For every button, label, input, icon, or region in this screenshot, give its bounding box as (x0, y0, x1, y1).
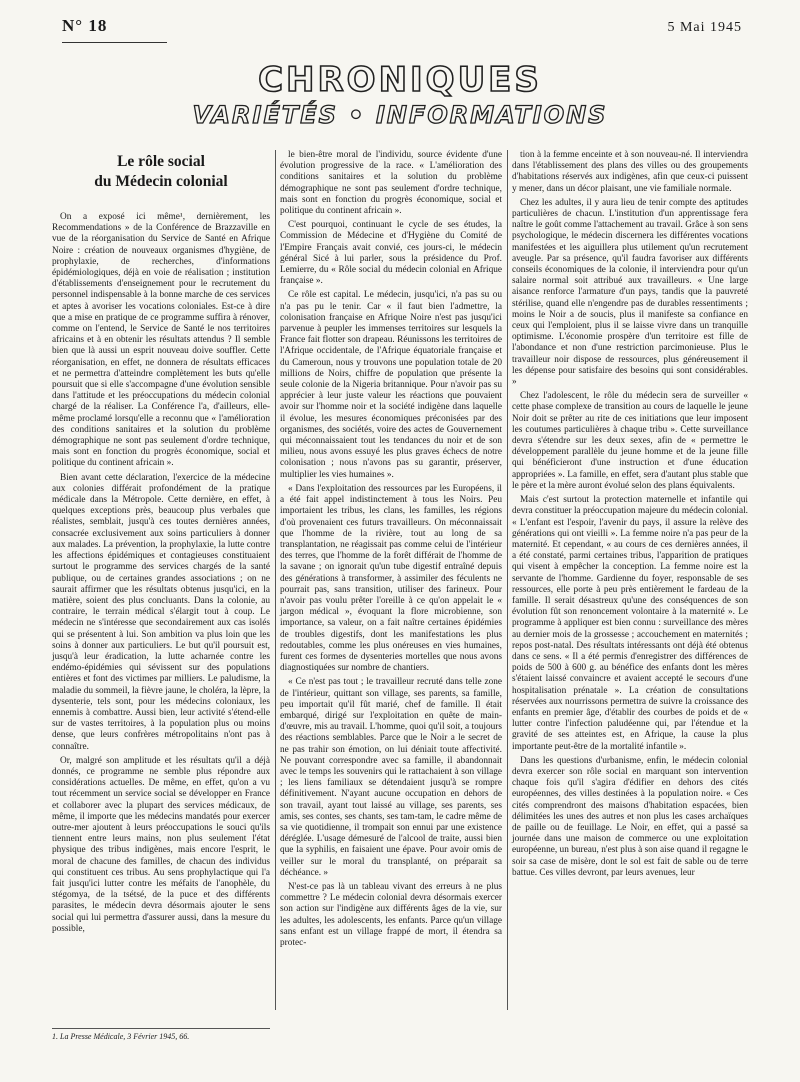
article-title-line1: Le rôle social (117, 153, 205, 170)
paragraph: Bien avant cette déclaration, l'exercice de la médecine aux colonies différait profondément de la pratique médicale dans la Métropole. Cette dernière, en effet, à quelques exceptions près, beaucoup plus verbales que réalistes, semblait, jusqu'à ces toutes dernières années, consacrée exclusivement aux soins particuliers à donner aux malades. La prévention, la prophylaxie, la lutte contre les affections épidémiques et contagieuses constituaient surtout le programme des services chargés de la santé publique, ou de certaines grandes associations ; on ne saurait affirmer que les résultats obtenus jusqu'ici, en la matière, soient des plus concluants. Dans la colonie, au contraire, le terrain médical s'élargit tout à coup. Le médecin ne s'intéresse que secondairement aux cas isolés qui se présentent à lui. Son ambition va plus loin que les soins à donner aux particuliers. Le but qu'il poursuit est, jusqu'à leur éradication, la lutte acharnée contre les endémo-épidémies qui sévissent sur des populations entières et font des victimes par milliers. Le paludisme, la maladie du sommeil, la fièvre jaune, le choléra, la lèpre, la dysenterie, tels sont, pour les médecins coloniaux, les ennemis à combattre. Aussi bien, leur activité s'étend-elle sur de vastes territoires, à la population plus ou moins dense, que leurs confrères métropolitains n'ont pas à connaître. (52, 472, 270, 752)
header-rule (62, 42, 167, 43)
paragraph: C'est pourquoi, continuant le cycle de ses études, la Commission de Médecine et d'Hygiène du Comité de l'Empire Français avait convié, ces jours-ci, le médecin général Sicé à lui parler, sous la présidence du Prof. Lemierre, du « Rôle social du médecin colonial en Afrique française ». (280, 220, 502, 287)
masthead (0, 60, 800, 130)
paragraph: « Dans l'exploitation des ressources par les Européens, il a été fait appel indistinctement à tous les Noirs. Peu importaient les tribus, les clans, les familles, les régions d'où provenaient ces futurs travailleurs. On méconnaissait que l'homme de la rivière, tout au long de sa transplantation, ne réagissait pas comme celui de l'intérieur des terres, que l'homme de la forêt différait de l'homme de la savane ; on ignorait qu'un tube digestif entraîné depuis des générations à transformer, à assimiler des féculents ne pourrait pas, sans transition, utiliser des farineux. Pour n'avoir pas voulu prêter l'oreille à ce qu'on appelait le « jargon médical », évoquant la flore microbienne, son importance, sa valeur, on a fait naître certaines épidémies de troubles digestifs, dont les manifestations les plus redoutables, comme les plus onéreuses en vies humaines, furent ces formes de dysenteries mortelles que nous avons diagnostiquées sur nombre de chantiers. (280, 483, 502, 674)
paragraph: Chez les adultes, il y aura lieu de tenir compte des aptitudes particulières de chacun. L'institution d'un apprentissage fera naître le goût comme l'attachement au travail. Grâce à son sens psychologique, le médecin discernera les différentes vocations manifestées et les aiguillera plus utilement qu'un recrutement aveugle. Par sa présence, qu'il faudra favoriser aux différents conseils économiques de la colonie, il interviendra pour qu'un salaire normal soit attribué aux travailleurs. « Une large aisance renforce l'armature d'un pays, tandis que la pauvreté stérilise, quand elle n'engendre pas de durables ressentiments ; moins le Noir a de soucis, plus il manifeste sa confiance en ceux qui l'emploient, plus il se laisse vivre dans un tranquille optimisme. L'économie prospère d'un territoire est fille de l'abondance et non d'une restriction parcimonieuse. Plus le travailleur noir dispose de ressources, plus généreusement il les dépense pour satisfaire des besoins qui sont considérables. » (512, 197, 748, 388)
column-3 (512, 150, 748, 882)
article-title-line2: du Médecin colonial (94, 173, 228, 190)
paragraph: Ce rôle est capital. Le médecin, jusqu'ici, n'a pas su ou n'a pas pu le tenir. Car « il faut bien l'admettre, la colonisation française en Afrique Noire n'est pas jusqu'ici parvenue à peupler les immenses territoires sur lesquels la France fait flotter son drapeau. Réunissons les territoires de l'Afrique occidentale, de l'Afrique équatoriale française et du Cameroun, nous y trouvons une population totale de 20 millions de Noirs, chiffre de population que présente la seule colonie de la Nigeria britannique. Pour n'avoir pas su apprécier à leur juste valeur les réactions que pouvaient avoir sur l'homme noir et la société indigène dans laquelle il évolue, les mesures économiques préconisées par des organismes, des sociétés, voire des actes de Gouvernement qui méconnaissaient tout les tendances du noir et de son milieu, nous avons essuyé les plus graves échecs de notre colonisation ; nous n'avons pas su garantir, préserver, multiplier les vies humaines ». (280, 290, 502, 480)
paragraph: Chez l'adolescent, le rôle du médecin sera de surveiller « cette phase complexe de transition au cours de laquelle le jeune Noir doit se prêter au rite de ces initiations que leur imposent les coutumes particulières à chaque tribu ». Cette surveillance devra s'étendre sur les deux sexes, afin de « permettre le développement parallèle du jeune homme et de la jeune fille qui bénéficieront d'une instruction et d'une éducation appropriées ». La famille, en effet, sera d'autant plus stable que le père et la mère auront évolué selon des plans équivalents. (512, 391, 748, 491)
paragraph: Mais c'est surtout la protection maternelle et infantile qui devra constituer la préoccupation majeure du médecin colonial. « L'enfant est l'espoir, l'avenir du pays, il assure la relève des générations qui ont vieilli ». La femme noire n'a pas peur de la maternité. Et cependant, « au cours de ces dernières années, il a été constaté, parmi certaines tribus, l'apparition de pratiques qui visent à empêcher la conception. La femme noire est la servante de l'homme. Gardienne du foyer, responsable de ses ressources, elle porte à peu près entièrement le fardeau de la famille. Il serait désastreux qu'une des conséquences de son évolution fût son renoncement volontaire à la maternité ». Le programme à appliquer est bien connu : surveillance des mères au dernier mois de la grossesse ; accouchement en maternités ; repos post-natal. Des résultats intéressants ont déjà été obtenus dans ce sens. « Il a été permis d'enregistrer des différences de poids de 500 à 600 g. au bénéfice des enfants dont les mères s'étaient laissé convaincre et avaient accepté le secours d'une hospitalisation prénatale ». La création de consultations réservées aux nourrissons permettra de suivre la croissance des enfants en premier âge, d'établir des courbes de poids et de « lutter contre l'infection paludéenne qui, par l'étendue et la gravité de ses atteintes est, en Afrique, la cause la plus importante peut-être de la mortalité infantile ». (512, 495, 748, 752)
column-divider (275, 150, 276, 1010)
issue-number: N° 18 (62, 16, 108, 35)
paragraph: Or, malgré son amplitude et les résultats qu'il a déjà donnés, ce programme ne semble plus répondre aux considérations actuelles. De même, en effet, qu'on a vu tout récemment un service social se développer en France et collaborer avec la plupart des services médicaux, de même, il importe que les médecins mandatés pour exercer outre-mer ajoutent à leurs préoccupations le souci qu'ils tiennent entre leurs mains, non plus seulement l'état physique des tribus indigènes, mais encore l'esprit, le moral de chacune des familles, de chacun des individus qui constituent ces tribus. Au sens prophylactique qui l'a fait jusqu'ici lutter contre les méfaits de l'anophèle, du stégomya, de la tsétsé, de la puce et des différents parasites, le médecin devra désormais ajouter le sens social qui lui permettra d'assurer aussi, dans la mesure du possible, (52, 755, 270, 934)
paragraph: Dans les questions d'urbanisme, enfin, le médecin colonial devra exercer son rôle social en marquant son intervention chaque fois qu'il s'agira d'édifier en dehors des cités européennes, des villes destinées à la population noire. « Ces cités comprendront des maisons d'habitation espacées, bien délimitées les unes des autres et non plus les cases archaïques de paille ou de feuillage. Le Noir, en effet, qui a passé sa journée dans une maison de commerce ou une exploitation européenne, un bureau, n'est plus à son aise quand il regagne le soir sa case de misère, dont le sol est fait de sable ou de terre battue. Ces villes devront, par leurs avenues, leur (512, 755, 748, 878)
masthead-subtitle: VARIÉTÉS • INFORMATIONS (192, 101, 608, 129)
article-title (52, 152, 270, 192)
paragraph: « Ce n'est pas tout ; le travailleur recruté dans telle zone de l'intérieur, quittant son village, ses parents, sa famille, peu importait qu'il fût marié, chef de famille. Il était embarqué, dirigé sur l'exploitation en quête de main-d'œuvre, mis au travail. L'homme, quoi qu'il soit, a toujours des réactions semblables. Parce que le Noir a le secret de ne pas trahir son émotion, on lui déniait toute affectivité. Ne pouvant correspondre avec sa famille, il abandonnait avec le temps les souvenirs qui le rattachaient à son village ; les liens familiaux se détendaient jusqu'à se rompre définitivement. N'ayant aucune occupation en dehors de son travail, ayant tout laissé au village, ses parents, ses amis, ses contes, ses chants, ses tam-tam, le cadre même de sa vie quotidienne, il trompait son ennui par une existence déréglée. L'usage démesuré de l'alcool de traite, aussi bien que la syphilis, en faisaient une épave. Pour avoir omis de veiller sur le moral du transplanté, on préparait sa déchéance. » (280, 677, 502, 878)
column-2 (280, 150, 502, 952)
paragraph: N'est-ce pas là un tableau vivant des erreurs à ne plus commettre ? Le médecin colonial devra désormais exercer son action sur l'indigène aux différents âges de la vie, sur les adultes, les adolescents, les enfants. Parce qu'un village sans enfant est un village frappé de mort, il étendra sa protec- (280, 882, 502, 949)
issue-date: 5 Mai 1945 (667, 20, 742, 35)
column-1 (52, 150, 270, 938)
paragraph: tion à la femme enceinte et à son nouveau-né. Il interviendra dans l'établissement des plans des villes ou des groupements d'habitations réservés aux indigènes, afin que ceux-ci puissent y mener, dans un décor plaisant, une vie familiale normale. (512, 150, 748, 194)
masthead-title: CHRONIQUES (258, 60, 542, 100)
paragraph: le bien-être moral de l'individu, source évidente d'une évolution progressive de la race. « L'amélioration des conditions sanitaires et la solution du problème démographique ne sont pas seulement d'ordre technique, mais sont en fonction du progrès économique, social et politique du continent africain ». (280, 150, 502, 217)
footnote: 1. La Presse Médicale, 3 Février 1945, 66. (52, 1028, 270, 1041)
paragraph: On a exposé ici même¹, dernièrement, les Recommendations » de la Conférence de Brazzaville en vue de la réorganisation du Service de Santé en Afrique Noire : création de nouveaux organismes d'hygiène, de prophylaxie, de recherches, d'informations épidémiologiques, déjà en voie de réalisation ; institution d'établissements d'enseignement pour le recrutement du personnel indispensable à la bonne marche de ces services et aptes à avoriser les vocations coloniales. Est-ce à dire que a mise en pratique de ce programme suffira à rénover, comme on l'entend, le Service de Santé le nos territoires africains et à en obtenir les résultats attendus ? Il semble bien que là aussi un esprit nouveau doive souffler. Cette réorganisation, en effet, ne donnera de résultats efficaces et ne permettra d'atteindre complètement les buts qu'elle poursuit que si elle s'accompagne d'une évolution sensible dans l'attitude et les préoccupations du médecin colonial chargé de la réaliser. La Conférence l'a, d'ailleurs, elle-même proclamé lorsqu'elle a reconnu que « l'amélioration des conditions sanitaires et la solution du problème démographique ne sont pas seulement d'ordre technique, mais sont en fonction du progrès économique, social et politique du continent africain ». (52, 212, 270, 469)
column-divider (507, 150, 508, 1010)
